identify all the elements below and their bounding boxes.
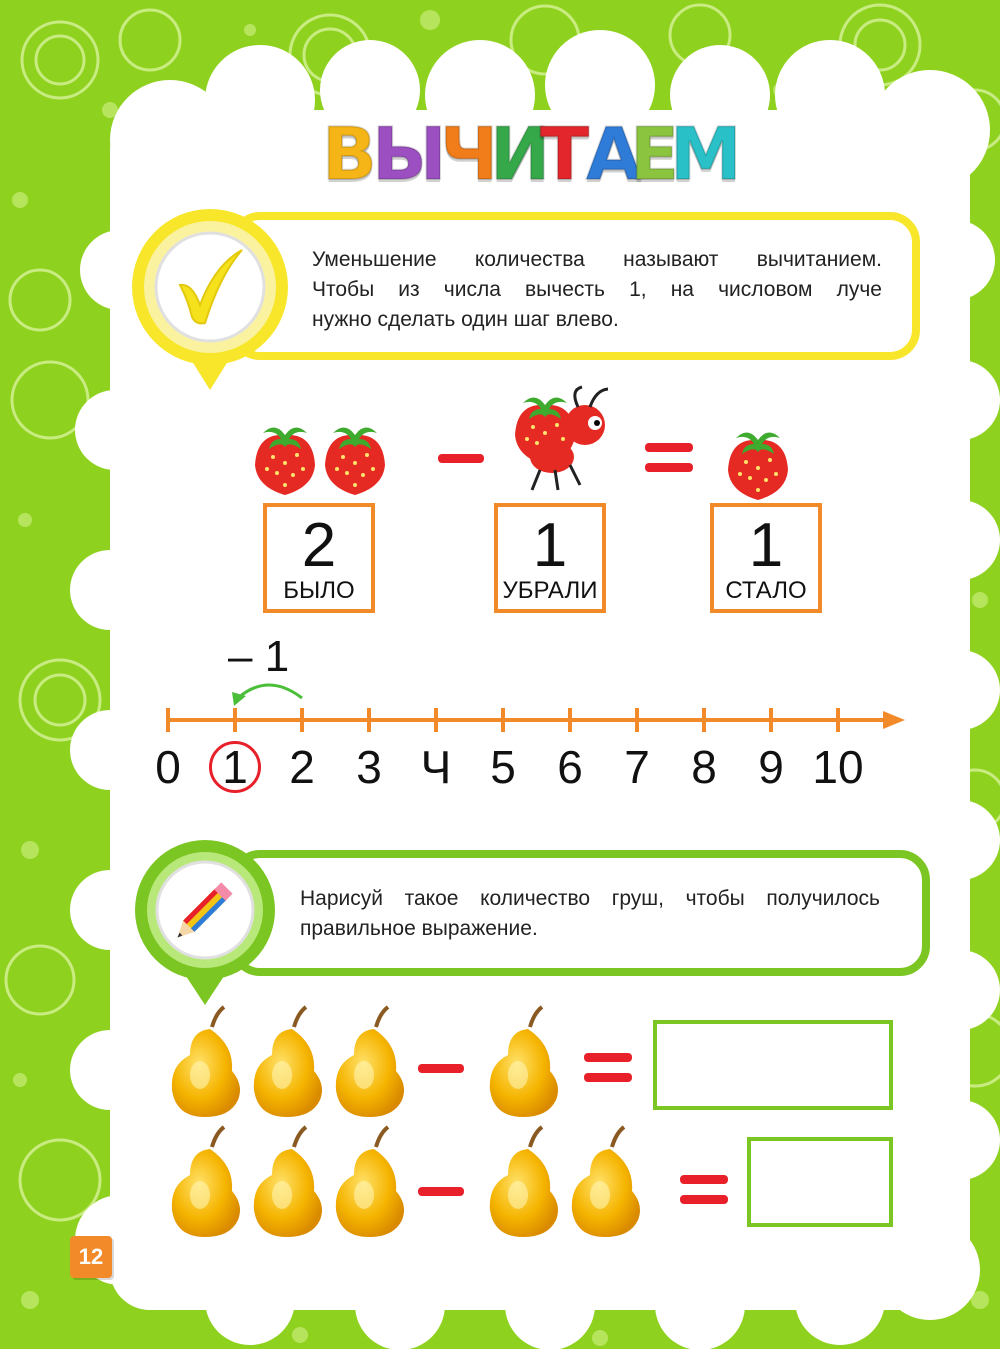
pear-icon	[254, 1127, 322, 1237]
page-title	[0, 0, 1000, 200]
minus-sign	[418, 1064, 464, 1073]
number-box-before	[263, 503, 375, 613]
number-line-label: 2	[289, 741, 315, 793]
rule-badge	[130, 205, 290, 395]
pear-icon	[336, 1007, 404, 1117]
number-caption: СТАЛО	[725, 577, 807, 604]
exercise-row	[172, 1127, 640, 1237]
task-badge	[130, 840, 290, 1010]
highlight-circle	[209, 741, 261, 793]
rule-line: Чтобы из числа вычесть 1, на числовом луче	[312, 278, 882, 301]
step-arrow	[238, 685, 302, 698]
title-letter: Ы	[372, 112, 447, 196]
number-line-label: 7	[624, 741, 650, 793]
minus-sign	[418, 1187, 464, 1196]
title-letter: Е	[630, 112, 680, 196]
rule-line: Уменьшение количества называют вычитанием.	[312, 248, 882, 271]
pear-icon	[172, 1127, 240, 1237]
minus-sign	[438, 454, 484, 463]
number-line-label: 0	[155, 741, 181, 793]
task-line: правильное выражение.	[300, 917, 538, 940]
number-box-after	[710, 503, 822, 613]
ant-with-strawberry-icon	[515, 387, 608, 490]
pear-icon	[490, 1127, 558, 1237]
task-line: Нарисуй такое количество груш, чтобы получилось	[300, 887, 880, 910]
title-letter: И	[490, 112, 551, 196]
number-box-removed	[494, 503, 606, 613]
number-caption: УБРАЛИ	[502, 577, 598, 604]
step-label: – 1	[228, 632, 290, 681]
number-line-label: 3	[356, 741, 382, 793]
title-letter: М	[670, 112, 742, 196]
number-line-label: 1	[222, 741, 248, 793]
title-letter: Т	[540, 112, 590, 196]
number-line-label: 8	[691, 741, 717, 793]
number-value: 1	[532, 511, 568, 580]
task-box	[130, 840, 930, 1010]
pear-icon	[572, 1127, 640, 1237]
example-pictures	[240, 385, 820, 500]
number-line-label: 5	[490, 741, 516, 793]
number-line-label: 9	[758, 741, 784, 793]
number-line	[150, 670, 920, 740]
answer-box[interactable]	[747, 1137, 893, 1227]
number-value: 2	[301, 511, 337, 580]
equals-sign	[584, 1053, 632, 1083]
number-value: 1	[748, 511, 784, 580]
title-letter: В	[322, 112, 377, 196]
pear-exercises	[150, 1000, 670, 1250]
title-letter: Ч	[440, 112, 499, 196]
equals-sign	[645, 443, 693, 473]
exercise-row	[172, 1007, 558, 1117]
number-line-label: Ч	[420, 741, 452, 793]
page-number-text: 12	[78, 1244, 104, 1269]
strawberry-icon	[255, 427, 315, 495]
pear-icon	[490, 1007, 558, 1117]
rule-box	[130, 205, 930, 395]
rule-line: нужно сделать один шаг влево.	[312, 308, 619, 331]
number-caption: БЫЛО	[283, 577, 355, 604]
pear-icon	[254, 1007, 322, 1117]
answer-box[interactable]	[653, 1020, 893, 1110]
equals-sign	[680, 1175, 728, 1205]
number-line-label: 10	[812, 741, 864, 793]
title-letter: А	[586, 112, 642, 196]
strawberry-icon	[325, 427, 385, 495]
page-number	[70, 1236, 112, 1278]
pear-icon	[172, 1007, 240, 1117]
strawberry-icon	[728, 432, 788, 500]
number-line-label: 6	[557, 741, 583, 793]
pear-icon	[336, 1127, 404, 1237]
